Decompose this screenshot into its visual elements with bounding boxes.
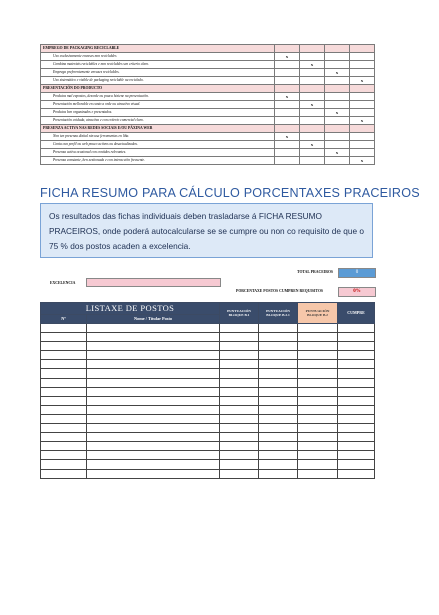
table-cell[interactable] bbox=[41, 360, 87, 369]
criteria-table bbox=[40, 44, 375, 165]
table-cell[interactable] bbox=[41, 333, 87, 342]
table-cell[interactable] bbox=[338, 351, 375, 360]
table-cell[interactable] bbox=[298, 433, 338, 442]
criteria-mark-cell: x bbox=[350, 77, 375, 85]
table-cell[interactable] bbox=[41, 414, 87, 423]
criteria-mark-cell bbox=[350, 141, 375, 149]
criteria-mark-cell bbox=[275, 141, 300, 149]
table-row bbox=[41, 405, 375, 414]
criteria-mark-cell bbox=[325, 53, 350, 61]
criteria-row bbox=[41, 149, 375, 157]
table-cell[interactable] bbox=[338, 460, 375, 469]
criteria-mark-cell bbox=[325, 45, 350, 53]
table-cell[interactable] bbox=[259, 469, 298, 478]
criteria-text: Uso exclusivamente envases non reciclables bbox=[41, 53, 275, 61]
table-cell[interactable] bbox=[298, 469, 338, 478]
table-cell[interactable] bbox=[298, 424, 338, 433]
table-cell[interactable] bbox=[87, 360, 220, 369]
table-cell[interactable] bbox=[298, 378, 338, 387]
table-cell[interactable] bbox=[259, 414, 298, 423]
table-cell[interactable] bbox=[87, 396, 220, 405]
table-cell[interactable] bbox=[338, 333, 375, 342]
criteria-text: PRESENTACIÓN DO PRODUCTO bbox=[41, 85, 275, 93]
criteria-mark-cell bbox=[325, 93, 350, 101]
table-cell[interactable] bbox=[41, 396, 87, 405]
col-num: Nº bbox=[41, 315, 87, 324]
criteria-mark-cell bbox=[300, 77, 325, 85]
table-cell[interactable] bbox=[220, 433, 259, 442]
criteria-section bbox=[41, 45, 375, 53]
table-cell[interactable] bbox=[298, 405, 338, 414]
col-b22: PUNTUACIÓN BLOQUE B.2 bbox=[298, 303, 338, 324]
criteria-section bbox=[41, 85, 375, 93]
table-cell[interactable] bbox=[298, 387, 338, 396]
table-cell[interactable] bbox=[87, 342, 220, 351]
criteria-row bbox=[41, 77, 375, 85]
criteria-mark-cell: x bbox=[300, 101, 325, 109]
table-row bbox=[41, 360, 375, 369]
table-cell[interactable] bbox=[87, 324, 220, 333]
table-cell[interactable] bbox=[259, 324, 298, 333]
criteria-mark-cell bbox=[325, 61, 350, 69]
criteria-mark-cell bbox=[350, 61, 375, 69]
table-cell[interactable] bbox=[87, 414, 220, 423]
table-cell[interactable] bbox=[87, 451, 220, 460]
table-cell[interactable] bbox=[87, 460, 220, 469]
table-row bbox=[41, 387, 375, 396]
table-cell[interactable] bbox=[298, 460, 338, 469]
table-cell[interactable] bbox=[41, 369, 87, 378]
table-cell[interactable] bbox=[41, 387, 87, 396]
table-row bbox=[41, 378, 375, 387]
table-cell[interactable] bbox=[259, 424, 298, 433]
total-value: 0 bbox=[338, 268, 376, 278]
col-name: Nome / Titular Posto bbox=[87, 315, 220, 324]
criteria-mark-cell bbox=[275, 77, 300, 85]
table-cell[interactable] bbox=[259, 442, 298, 451]
table-row bbox=[41, 469, 375, 478]
criteria-mark-cell: x bbox=[275, 93, 300, 101]
table-cell[interactable] bbox=[220, 460, 259, 469]
criteria-mark-cell bbox=[300, 93, 325, 101]
criteria-text: PRESENZA ACTIVA NAS REDES SOCIAIS E/OU PÁXINA WEB bbox=[41, 125, 275, 133]
table-cell[interactable] bbox=[220, 424, 259, 433]
list-title: LISTAXE DE POSTOS bbox=[41, 303, 220, 315]
criteria-text: Presentación coidada, atractiva e con criterio comercial claro. bbox=[41, 117, 275, 125]
table-cell[interactable] bbox=[220, 396, 259, 405]
criteria-mark-cell bbox=[300, 53, 325, 61]
criteria-row bbox=[41, 133, 375, 141]
criteria-text: Produtos mal expostos, desorde ou pouca hixiene na presentación. bbox=[41, 93, 275, 101]
table-cell[interactable] bbox=[338, 451, 375, 460]
criteria-text: Uso sistemático e visible de packaging reciclable ou reciclado. bbox=[41, 77, 275, 85]
table-cell[interactable] bbox=[41, 378, 87, 387]
table-cell[interactable] bbox=[220, 369, 259, 378]
percent-label: PORCENTAXE POSTOS CUMPREN REQUISITOS bbox=[236, 289, 324, 293]
criteria-text: Presenza constante, ben xestionada e con interacción frecuente. bbox=[41, 157, 275, 165]
table-cell[interactable] bbox=[87, 469, 220, 478]
criteria-mark-cell bbox=[275, 61, 300, 69]
table-row bbox=[41, 442, 375, 451]
col-b1: PUNTUACIÓN BLOQUE B.1 bbox=[220, 303, 259, 324]
table-cell[interactable] bbox=[298, 414, 338, 423]
criteria-section bbox=[41, 125, 375, 133]
criteria-text: EMPREGO DE PACKAGING RECICLABLE bbox=[41, 45, 275, 53]
table-cell[interactable] bbox=[87, 351, 220, 360]
criteria-mark-cell bbox=[275, 109, 300, 117]
criteria-mark-cell bbox=[300, 85, 325, 93]
criteria-mark-cell bbox=[350, 101, 375, 109]
criteria-mark-cell bbox=[350, 53, 375, 61]
criteria-row bbox=[41, 109, 375, 117]
table-cell[interactable] bbox=[220, 387, 259, 396]
table-cell[interactable] bbox=[298, 324, 338, 333]
criteria-row bbox=[41, 93, 375, 101]
criteria-body bbox=[41, 45, 375, 165]
table-row bbox=[41, 396, 375, 405]
table-cell[interactable] bbox=[338, 433, 375, 442]
criteria-mark-cell bbox=[275, 149, 300, 157]
table-cell[interactable] bbox=[259, 451, 298, 460]
criteria-mark-cell bbox=[350, 109, 375, 117]
table-cell[interactable] bbox=[87, 387, 220, 396]
table-row bbox=[41, 460, 375, 469]
table-cell[interactable] bbox=[87, 405, 220, 414]
table-cell[interactable] bbox=[220, 378, 259, 387]
criteria-mark-cell: x bbox=[325, 69, 350, 77]
table-cell[interactable] bbox=[220, 451, 259, 460]
table-row bbox=[41, 342, 375, 351]
table-cell[interactable] bbox=[87, 433, 220, 442]
criteria-text: Produtos ben organizados e presentados. bbox=[41, 109, 275, 117]
table-cell[interactable] bbox=[259, 369, 298, 378]
table-cell[interactable] bbox=[41, 424, 87, 433]
criteria-mark-cell bbox=[325, 77, 350, 85]
criteria-mark-cell: x bbox=[350, 117, 375, 125]
criteria-mark-cell: x bbox=[350, 157, 375, 165]
table-cell[interactable] bbox=[41, 351, 87, 360]
criteria-mark-cell bbox=[275, 157, 300, 165]
table-cell[interactable] bbox=[41, 405, 87, 414]
criteria-mark-cell: x bbox=[275, 53, 300, 61]
table-cell[interactable] bbox=[220, 333, 259, 342]
criteria-mark-cell bbox=[350, 93, 375, 101]
percent-value: 0% bbox=[338, 287, 376, 297]
table-cell[interactable] bbox=[259, 360, 298, 369]
table-cell[interactable] bbox=[41, 433, 87, 442]
table-cell[interactable] bbox=[338, 424, 375, 433]
table-row bbox=[41, 333, 375, 342]
table-cell[interactable] bbox=[41, 324, 87, 333]
criteria-mark-cell bbox=[300, 149, 325, 157]
page-heading: FICHA RESUMO PARA CÁLCULO PORCENTAXES PRACEIROS bbox=[40, 186, 420, 200]
criteria-text: Emprega preferentemente envases reciclables. bbox=[41, 69, 275, 77]
table-cell[interactable] bbox=[298, 360, 338, 369]
table-row bbox=[41, 351, 375, 360]
criteria-mark-cell bbox=[300, 133, 325, 141]
criteria-row bbox=[41, 141, 375, 149]
criteria-mark-cell bbox=[325, 157, 350, 165]
criteria-mark-cell bbox=[350, 45, 375, 53]
criteria-mark-cell: x bbox=[275, 133, 300, 141]
criteria-mark-cell bbox=[275, 125, 300, 133]
table-cell[interactable] bbox=[259, 378, 298, 387]
criteria-row bbox=[41, 117, 375, 125]
table-cell[interactable] bbox=[220, 442, 259, 451]
table-cell[interactable] bbox=[338, 396, 375, 405]
table-cell[interactable] bbox=[259, 333, 298, 342]
table-cell[interactable] bbox=[338, 414, 375, 423]
criteria-mark-cell bbox=[325, 101, 350, 109]
criteria-mark-cell bbox=[350, 69, 375, 77]
table-cell[interactable] bbox=[338, 369, 375, 378]
criteria-mark-cell bbox=[300, 157, 325, 165]
excelencia-label: EXCELENCIA bbox=[50, 281, 76, 285]
table-cell[interactable] bbox=[259, 460, 298, 469]
criteria-text: Combina materiais reciclables e non reciclables sen criterio claro. bbox=[41, 61, 275, 69]
table-cell[interactable] bbox=[259, 351, 298, 360]
table-cell[interactable] bbox=[41, 460, 87, 469]
table-cell[interactable] bbox=[338, 360, 375, 369]
criteria-mark-cell bbox=[300, 125, 325, 133]
criteria-row bbox=[41, 101, 375, 109]
criteria-mark-cell bbox=[325, 133, 350, 141]
criteria-mark-cell: x bbox=[300, 61, 325, 69]
table-cell[interactable] bbox=[220, 414, 259, 423]
table-cell[interactable] bbox=[298, 351, 338, 360]
table-cell[interactable] bbox=[87, 424, 220, 433]
table-cell[interactable] bbox=[220, 469, 259, 478]
table-row bbox=[41, 369, 375, 378]
table-cell[interactable] bbox=[338, 342, 375, 351]
criteria-text: Presenza activa ocasional con contidos relevantes. bbox=[41, 149, 275, 157]
excelencia-bar bbox=[86, 278, 221, 287]
listaxe-table bbox=[40, 302, 375, 479]
table-cell[interactable] bbox=[338, 324, 375, 333]
table-cell[interactable] bbox=[41, 451, 87, 460]
table-cell[interactable] bbox=[338, 387, 375, 396]
criteria-text: Presentación mellorable en canto a orde ou atractivo visual. bbox=[41, 101, 275, 109]
table-cell[interactable] bbox=[87, 442, 220, 451]
table-cell[interactable] bbox=[259, 405, 298, 414]
table-cell[interactable] bbox=[338, 405, 375, 414]
info-box: Os resultados das fichas individuais deben trasladarse á FICHA RESUMO PRACEIROS, onde poderá autocalcularse se se cumpre ou non co requisito de que o 75 % dos postos acaden a excelencia. bbox=[40, 203, 373, 258]
table-cell[interactable] bbox=[338, 469, 375, 478]
criteria-mark-cell bbox=[325, 117, 350, 125]
table-cell[interactable] bbox=[338, 378, 375, 387]
list-body bbox=[41, 324, 375, 479]
table-cell[interactable] bbox=[220, 342, 259, 351]
criteria-text: Non ten presenza dixital nin usa ferramentas en liña. bbox=[41, 133, 275, 141]
criteria-mark-cell bbox=[325, 141, 350, 149]
table-cell[interactable] bbox=[298, 451, 338, 460]
table-cell[interactable] bbox=[87, 369, 220, 378]
col-cumpre: CUMPRE bbox=[338, 303, 375, 324]
table-row bbox=[41, 424, 375, 433]
criteria-mark-cell bbox=[300, 45, 325, 53]
criteria-mark-cell bbox=[350, 85, 375, 93]
table-cell[interactable] bbox=[298, 342, 338, 351]
table-cell[interactable] bbox=[259, 433, 298, 442]
table-cell[interactable] bbox=[220, 360, 259, 369]
criteria-mark-cell bbox=[350, 149, 375, 157]
table-cell[interactable] bbox=[259, 396, 298, 405]
table-row bbox=[41, 414, 375, 423]
criteria-row bbox=[41, 53, 375, 61]
table-cell[interactable] bbox=[87, 333, 220, 342]
criteria-mark-cell bbox=[325, 85, 350, 93]
table-cell[interactable] bbox=[298, 333, 338, 342]
criteria-row bbox=[41, 157, 375, 165]
criteria-mark-cell bbox=[275, 85, 300, 93]
col-b21: PUNTUACIÓN BLOQUE B.2.1 bbox=[259, 303, 298, 324]
criteria-mark-cell bbox=[275, 117, 300, 125]
criteria-mark-cell: x bbox=[300, 141, 325, 149]
criteria-mark-cell bbox=[350, 133, 375, 141]
criteria-row bbox=[41, 69, 375, 77]
criteria-mark-cell: x bbox=[325, 109, 350, 117]
total-label: TOTAL PRACEIROS bbox=[297, 270, 334, 274]
table-cell[interactable] bbox=[298, 442, 338, 451]
criteria-mark-cell bbox=[300, 69, 325, 77]
criteria-mark-cell bbox=[275, 69, 300, 77]
criteria-mark-cell bbox=[350, 125, 375, 133]
table-cell[interactable] bbox=[220, 324, 259, 333]
criteria-row bbox=[41, 61, 375, 69]
criteria-mark-cell: x bbox=[325, 149, 350, 157]
table-cell[interactable] bbox=[259, 342, 298, 351]
table-row bbox=[41, 433, 375, 442]
table-cell[interactable] bbox=[298, 369, 338, 378]
criteria-mark-cell bbox=[275, 101, 300, 109]
table-row bbox=[41, 451, 375, 460]
criteria-mark-cell bbox=[300, 109, 325, 117]
criteria-mark-cell bbox=[300, 117, 325, 125]
criteria-mark-cell bbox=[275, 45, 300, 53]
table-row bbox=[41, 324, 375, 333]
table-cell[interactable] bbox=[41, 342, 87, 351]
table-cell[interactable] bbox=[41, 442, 87, 451]
table-cell[interactable] bbox=[298, 396, 338, 405]
table-cell[interactable] bbox=[220, 405, 259, 414]
criteria-mark-cell bbox=[325, 125, 350, 133]
criteria-text: Conta cun perfil ou web pouco activos ou desactualizados. bbox=[41, 141, 275, 149]
table-cell[interactable] bbox=[87, 378, 220, 387]
table-cell[interactable] bbox=[220, 351, 259, 360]
table-cell[interactable] bbox=[259, 387, 298, 396]
table-cell[interactable] bbox=[338, 442, 375, 451]
table-cell[interactable] bbox=[41, 469, 87, 478]
